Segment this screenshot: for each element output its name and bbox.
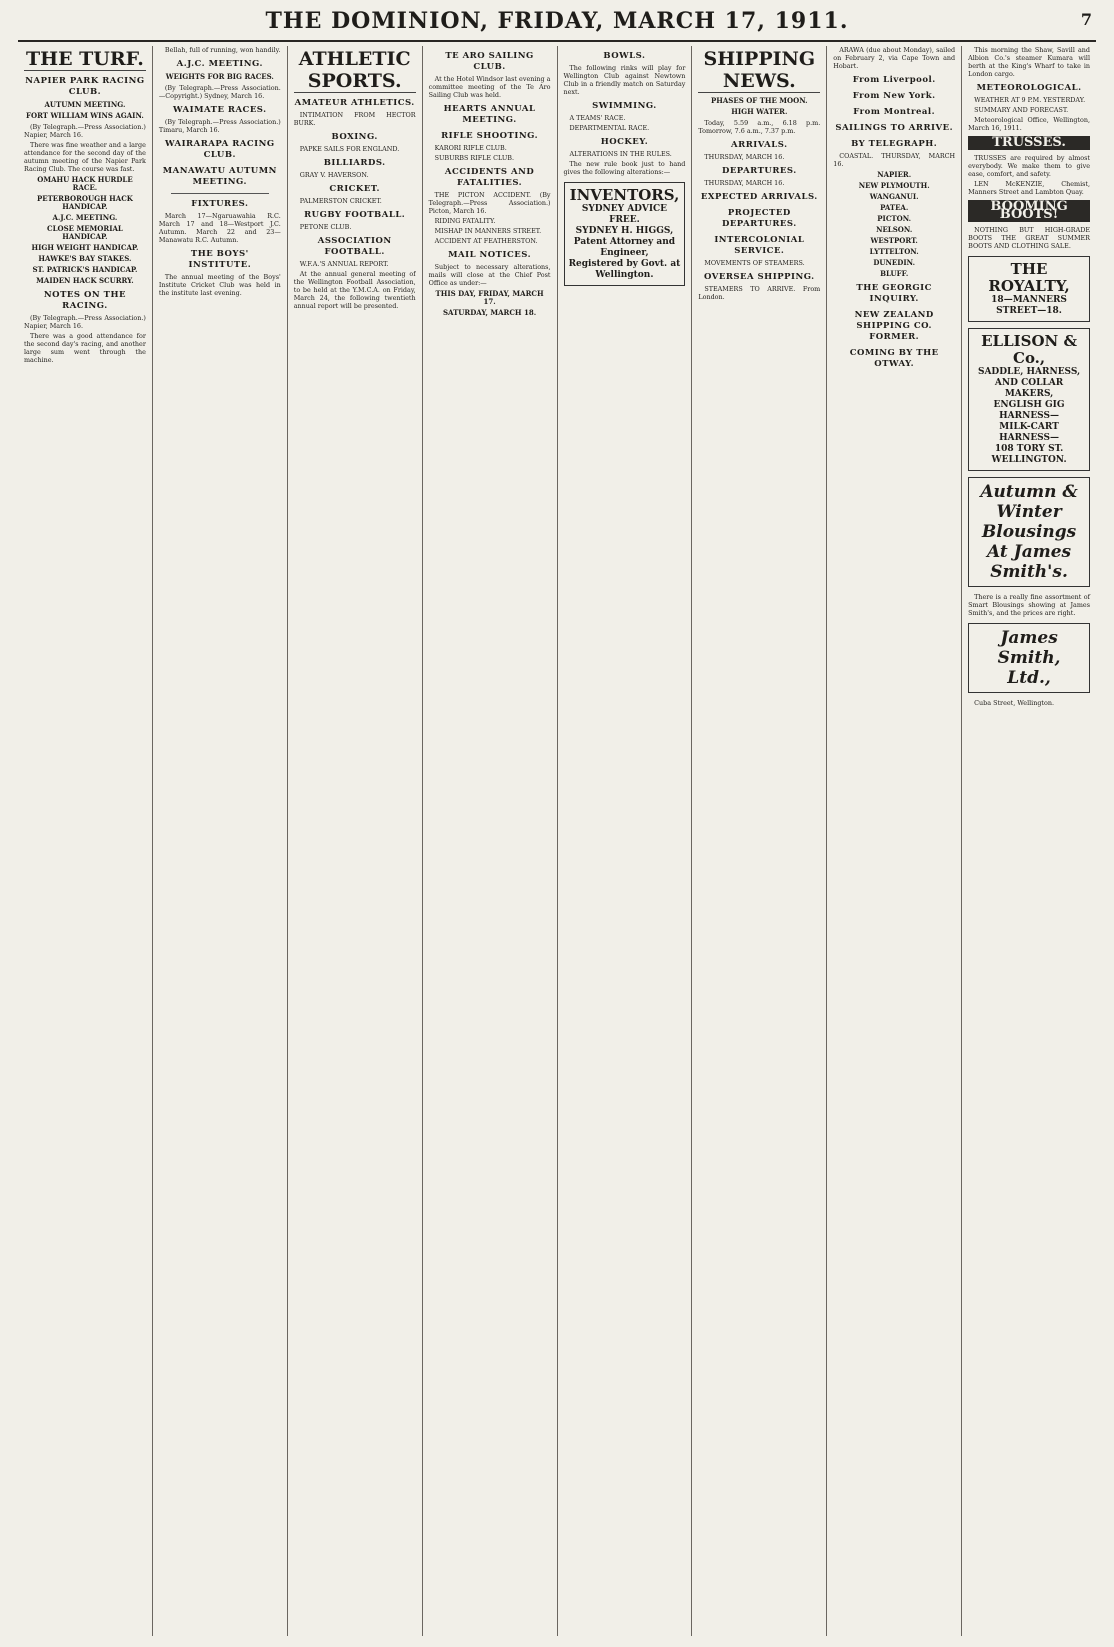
article-paragraph: THE PICTON ACCIDENT. (By Telegraph.—Press Association.) Picton, March 16. [428, 191, 551, 215]
headline: BY TELEGRAPH. [851, 139, 938, 149]
headline: PROJECTED DEPARTURES. [721, 208, 797, 229]
article-paragraph: There was a good attendance for the second day's racing, and another large sum went through the machine. [24, 332, 146, 364]
headline: NEW PLYMOUTH. [858, 181, 930, 190]
ad-line: SYDNEY H. HIGGS, [575, 226, 674, 236]
headline: WAIRARAPA RACING CLUB. [164, 139, 275, 160]
ad-line: THE ROYALTY, [988, 260, 1070, 295]
ad-line: WELLINGTON. [991, 455, 1067, 465]
article-paragraph: The annual meeting of the Boys' Institute Cricket Club was held in the institute last evening. [158, 273, 281, 297]
ad-script-text: Autumn & Winter Blousings At James Smith's. [980, 482, 1078, 582]
headline: NELSON. [876, 225, 913, 234]
article-paragraph: ALTERATIONS IN THE RULES. [569, 150, 672, 158]
article-paragraph: (By Telegraph.—Press Association.) Timaru, March 16. [158, 118, 281, 134]
ad-line: SADDLE, HARNESS, AND COLLAR MAKERS, [977, 367, 1081, 399]
column-6 [692, 46, 827, 1636]
headline: From Liverpool. [852, 75, 936, 85]
headline: OVERSEA SHIPPING. [703, 272, 815, 282]
column-7 [827, 46, 962, 1636]
headline: EXPECTED ARRIVALS. [700, 192, 818, 202]
headline: OMAHU HACK HURDLE RACE. [37, 175, 133, 192]
article-paragraph: (By Telegraph.—Press Association.) Napier, March 16. [24, 314, 146, 330]
advertisement [968, 256, 1090, 322]
advertisement [968, 477, 1090, 587]
ad-line: ELLISON & Co., [981, 332, 1078, 367]
headline: WAIMATE RACES. [173, 105, 267, 115]
headline: FORT WILLIAM WINS AGAIN. [26, 111, 144, 120]
headline: INTERCOLONIAL SERVICE. [714, 235, 805, 256]
article-paragraph: (By Telegraph.—Press Association.) Napier, March 16. [24, 123, 146, 139]
headline: BOXING. [331, 132, 378, 142]
article-paragraph: Today, 5.59 a.m., 6.18 p.m. Tomorrow, 7.6 a.m., 7.37 p.m. [698, 119, 821, 135]
headline: RUGBY FOOTBALL. [304, 210, 406, 220]
headline: ST. PATRICK'S HANDICAP. [32, 265, 138, 274]
headline: WEIGHTS FOR BIG RACES. [165, 72, 274, 81]
ad-script-text: James Smith, Ltd., [997, 628, 1061, 688]
headline: HIGH WEIGHT HANDICAP. [31, 243, 139, 252]
headline: ACCIDENTS AND FATALITIES. [444, 167, 535, 188]
ad-line: INVENTORS, [569, 186, 680, 204]
headline: WESTPORT. [870, 236, 918, 245]
advertisement [564, 182, 686, 286]
headline: A.J.C. MEETING. [176, 59, 263, 69]
headline: NEW ZEALAND SHIPPING CO. FORMER. [854, 310, 934, 342]
headline: NAPIER PARK RACING CLUB. [25, 76, 145, 97]
column-1 [18, 46, 153, 1636]
headline: A.J.C. MEETING. [52, 213, 118, 222]
article-paragraph: LEN McKENZIE, Chemist, Manners Street and Lambton Quay. [968, 180, 1090, 196]
article-paragraph: KARORI RIFLE CLUB. [434, 144, 507, 152]
ad-line: MILK-CART HARNESS— [999, 422, 1059, 443]
headline: LYTTELTON. [869, 247, 919, 256]
article-paragraph: STEAMERS TO ARRIVE. From London. [698, 285, 821, 301]
article-paragraph: SUBURBS RIFLE CLUB. [434, 154, 514, 162]
headline: PICTON. [877, 214, 912, 223]
article-paragraph: THURSDAY, MARCH 16. [704, 153, 785, 161]
article-paragraph: MOVEMENTS OF STEAMERS. [704, 259, 805, 267]
article-paragraph: INTIMATION FROM HECTOR BURK. [293, 111, 416, 127]
headline: TRUSSES. [968, 136, 1090, 150]
headline: AMATEUR ATHLETICS. [294, 98, 415, 108]
headline: SATURDAY, MARCH 18. [442, 308, 537, 317]
article-paragraph: MISHAP IN MANNERS STREET. [434, 227, 542, 235]
headline: BOWLS. [603, 51, 646, 61]
article-paragraph: RIDING FATALITY. [434, 217, 496, 225]
article-paragraph: The following rinks will play for Wellington Club against Newtown Club in a friendly match on Saturday next. [563, 64, 686, 96]
headline: SWIMMING. [592, 101, 657, 111]
masthead [18, 6, 1096, 42]
column-8 [962, 46, 1096, 1636]
article-paragraph: COASTAL. THURSDAY, MARCH 16. [833, 152, 956, 168]
article-paragraph: This morning the Shaw, Savill and Albion Co.'s steamer Kumara will berth at the King's Wharf to take in London cargo. [968, 46, 1090, 78]
headline: CLOSE MEMORIAL HANDICAP. [47, 224, 123, 241]
headline: MAIDEN HACK SCURRY. [36, 276, 134, 285]
headline: COMING BY THE OTWAY. [849, 348, 939, 369]
headline: PETERBOROUGH HACK HANDICAP. [37, 194, 133, 211]
ad-line: Registered by Govt. at Wellington. [568, 259, 681, 280]
headline: HAWKE'S BAY STAKES. [38, 254, 132, 263]
article-paragraph: March 17—Ngaruawahia R.C. March 17 and 18—Westport J.C. Autumn. March 22 and 23—Manawatu R.C. Autumn. [158, 212, 281, 244]
advertisement [968, 623, 1090, 693]
headline: SHIPPING NEWS. [698, 48, 820, 93]
article-paragraph: WEATHER AT 9 P.M. YESTERDAY. [974, 96, 1086, 104]
headline: THE BOYS' INSTITUTE. [188, 249, 252, 270]
article-paragraph: ARAWA (due about Monday), sailed on February 2, via Cape Town and Hobart. [833, 46, 956, 70]
headline: PATEA. [880, 203, 909, 212]
ad-line: 108 TORY ST. [994, 444, 1064, 454]
article-paragraph: SUMMARY AND FORECAST. [974, 106, 1069, 114]
headline: NAPIER. [877, 170, 912, 179]
headline: THE GEORGIC INQUIRY. [856, 283, 932, 304]
page-number: 7 [1080, 10, 1092, 29]
article-paragraph: There is a really fine assortment of Smart Blousings showing at James Smith's, and the prices are right. [968, 593, 1090, 617]
headline: BOOMING BOOTS! [968, 200, 1090, 222]
headline: DEPARTURES. [721, 166, 797, 176]
article-paragraph: Cuba Street, Wellington. [974, 699, 1054, 707]
article-paragraph: Bellah, full of running, won handily. [164, 46, 281, 54]
article-paragraph: At the Hotel Windsor last evening a committee meeting of the Te Aro Sailing Club was held. [428, 75, 551, 99]
article-paragraph: PAPKE SAILS FOR ENGLAND. [299, 145, 400, 153]
column-3 [288, 46, 423, 1636]
newspaper-title: THE DOMINION, FRIDAY, MARCH 17, 1911. [265, 8, 849, 34]
headline: HIGH WATER. [731, 107, 788, 116]
column-2 [153, 46, 288, 1636]
divider [171, 193, 269, 194]
article-paragraph: NOTHING BUT HIGH-GRADE BOOTS THE GREAT SUMMER BOOTS AND CLOTHING SALE. [968, 226, 1090, 250]
headline: HEARTS ANNUAL MEETING. [443, 104, 536, 125]
article-paragraph: DEPARTMENTAL RACE. [569, 124, 650, 132]
column-5 [558, 46, 693, 1636]
headline: CRICKET. [329, 184, 380, 194]
article-paragraph: GRAY V. HAVERSON. [299, 171, 369, 179]
headline: From Montreal. [853, 107, 936, 117]
ad-line: ENGLISH GIG HARNESS— [993, 400, 1065, 421]
article-paragraph: The new rule book just to hand gives the following alterations:— [563, 160, 686, 176]
headline: From New York. [852, 91, 936, 101]
headline: MANAWATU AUTUMN MEETING. [162, 166, 277, 187]
headline: ARRIVALS. [731, 140, 788, 150]
article-paragraph: Meteorological Office, Wellington, March 16, 1911. [968, 116, 1090, 132]
article-paragraph: PALMERSTON CRICKET. [299, 197, 382, 205]
headline: PHASES OF THE MOON. [711, 96, 808, 105]
article-paragraph: THURSDAY, MARCH 16. [704, 179, 785, 187]
headline: THIS DAY, FRIDAY, MARCH 17. [435, 289, 544, 306]
article-paragraph: ACCIDENT AT FEATHERSTON. [434, 237, 538, 245]
headline: NOTES ON THE RACING. [43, 290, 126, 311]
headline: ASSOCIATION FOOTBALL. [317, 236, 392, 257]
columns-container [18, 46, 1096, 1636]
article-paragraph: PETONE CLUB. [299, 223, 352, 231]
headline: TE ARO SAILING CLUB. [445, 51, 534, 72]
headline: METEOROLOGICAL. [976, 83, 1082, 93]
headline: HOCKEY. [600, 137, 649, 147]
advertisement [968, 328, 1090, 471]
column-4 [423, 46, 558, 1636]
headline: SAILINGS TO ARRIVE. [835, 123, 954, 133]
headline: WANGANUI. [869, 192, 919, 201]
article-paragraph: There was fine weather and a large attendance for the second day of the autumn meeting of the Napier Park Racing Club. The course was fast. [24, 141, 146, 173]
headline: FIXTURES. [191, 199, 249, 209]
headline: BILLIARDS. [323, 158, 386, 168]
headline: THE TURF. [25, 48, 144, 70]
article-paragraph: W.F.A.'S ANNUAL REPORT. [299, 260, 389, 268]
ad-line: Patent Attorney and Engineer, [573, 237, 676, 258]
article-paragraph: TRUSSES are required by almost everybody. We make them to give ease, comfort, and safety. [968, 154, 1090, 178]
headline: RIFLE SHOOTING. [441, 131, 539, 141]
headline: AUTUMN MEETING. [44, 100, 126, 109]
headline: BLUFF. [880, 269, 909, 278]
article-paragraph: Subject to necessary alterations, mails will close at the Chief Post Office as under:— [428, 263, 551, 287]
headline: MAIL NOTICES. [448, 250, 532, 260]
headline: DUNEDIN. [873, 258, 916, 267]
article-paragraph: A TEAMS' RACE. [569, 114, 626, 122]
ad-line: SYDNEY ADVICE FREE. [581, 204, 668, 225]
article-paragraph: (By Telegraph.—Press Association.—Copyright.) Sydney, March 16. [158, 84, 281, 100]
ad-line: 18—MANNERS STREET—18. [991, 295, 1067, 316]
article-paragraph: At the annual general meeting of the Wellington Football Association, to be held at the Y.M.C.A. on Friday, March 24, the following twentieth annual report will be presented. [293, 270, 416, 310]
headline: ATHLETIC SPORTS. [294, 48, 416, 93]
